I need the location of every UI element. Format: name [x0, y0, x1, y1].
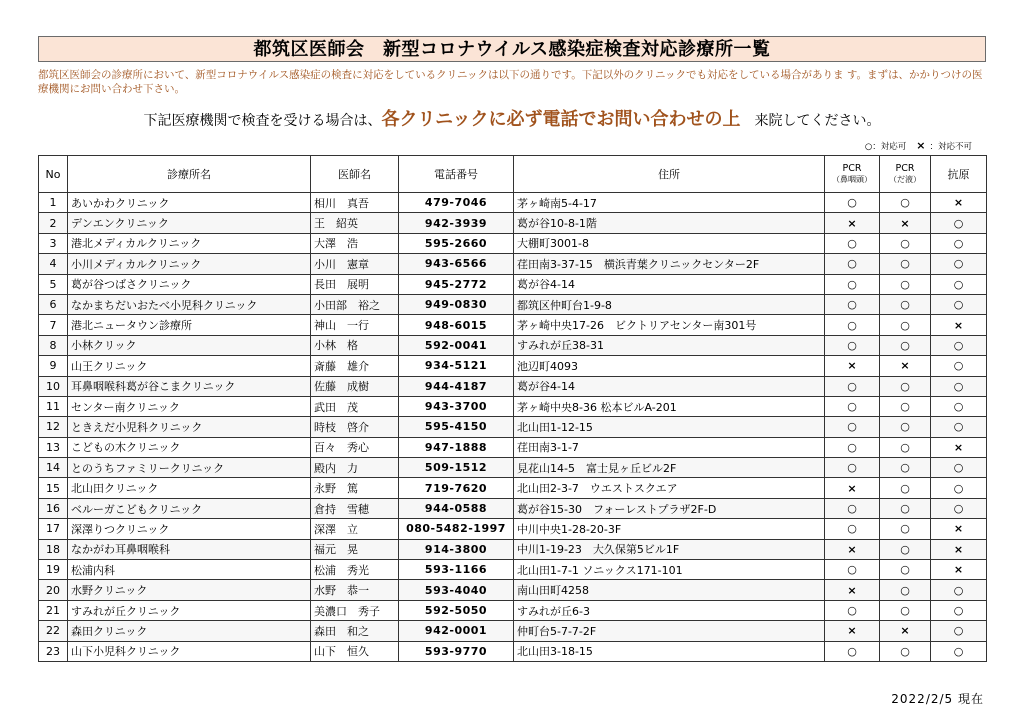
legend-ng-symbol: ×: [916, 139, 926, 152]
cell-doctor: 小川 憲章: [311, 254, 399, 274]
cell-doctor: 殿内 力: [311, 458, 399, 478]
cell-clinic: あいかわクリニック: [68, 193, 311, 213]
notice-prefix: 下記医療機関で検査を受ける場合は、: [143, 113, 382, 129]
cell-pcr-nasal: ○: [825, 294, 880, 314]
cell-antigen: ○: [931, 580, 987, 600]
cell-pcr-nasal: ○: [825, 396, 880, 416]
cell-phone: 944-4187: [399, 376, 514, 396]
cell-phone: 934-5121: [399, 356, 514, 376]
cell-clinic: 葛が谷つばさクリニック: [68, 274, 311, 294]
cell-pcr-nasal: ×: [825, 539, 880, 559]
cell-address: 葛が谷4-14: [514, 376, 825, 396]
cell-pcr-saliva: ○: [880, 254, 931, 274]
table-row: [39, 356, 987, 376]
cell-pcr-saliva: ○: [880, 376, 931, 396]
notice-suffix: 来院してください。: [754, 113, 881, 129]
cell-pcr-nasal: ○: [825, 376, 880, 396]
cell-address: 葛が谷10-8-1階: [514, 213, 825, 233]
cell-antigen: ○: [931, 458, 987, 478]
cell-doctor: 斎藤 雄介: [311, 356, 399, 376]
cell-antigen: ×: [931, 539, 987, 559]
cell-address: 都筑区仲町台1-9-8: [514, 294, 825, 314]
header-antigen: 抗原: [931, 156, 987, 193]
cell-pcr-nasal: ×: [825, 356, 880, 376]
cell-pcr-saliva: ○: [880, 274, 931, 294]
cell-doctor: 百々 秀心: [311, 437, 399, 457]
cell-no: 9: [39, 356, 68, 376]
table-row: [39, 233, 987, 253]
cell-doctor: 水野 恭一: [311, 580, 399, 600]
cell-address: 大棚町3001-8: [514, 233, 825, 253]
cell-doctor: 小田部 裕之: [311, 294, 399, 314]
cell-antigen: ○: [931, 356, 987, 376]
cell-phone: 509-1512: [399, 458, 514, 478]
table-row: [39, 294, 987, 314]
table-row: [39, 600, 987, 620]
cell-clinic: 森田クリニック: [68, 621, 311, 641]
cell-clinic: 耳鼻咽喉科葛が谷こまクリニック: [68, 376, 311, 396]
cell-address: 北山田3-18-15: [514, 641, 825, 661]
cell-pcr-nasal: ○: [825, 193, 880, 213]
cell-address: 茅ヶ崎南5-4-17: [514, 193, 825, 213]
cell-phone: 948-6015: [399, 315, 514, 335]
cell-phone: 719-7620: [399, 478, 514, 498]
cell-address: 葛が谷4-14: [514, 274, 825, 294]
cell-phone: 593-9770: [399, 641, 514, 661]
cell-pcr-nasal: ○: [825, 437, 880, 457]
legend-ok: ○：対応可: [864, 142, 907, 152]
cell-phone: 942-0001: [399, 621, 514, 641]
table-row: [39, 519, 987, 539]
cell-pcr-saliva: ○: [880, 315, 931, 335]
header-doctor: 医師名: [311, 156, 399, 193]
cell-antigen: ○: [931, 641, 987, 661]
cell-no: 12: [39, 417, 68, 437]
cell-no: 8: [39, 335, 68, 355]
cell-antigen: ○: [931, 335, 987, 355]
cell-pcr-nasal: ○: [825, 519, 880, 539]
clinic-table: [38, 155, 987, 662]
cell-address: 仲町台5-7-7-2F: [514, 621, 825, 641]
table-row: [39, 478, 987, 498]
table-row: [39, 274, 987, 294]
cell-pcr-nasal: ○: [825, 315, 880, 335]
cell-pcr-saliva: ○: [880, 335, 931, 355]
cell-address: 北山田2-3-7 ウエストスクエア: [514, 478, 825, 498]
cell-pcr-saliva: ×: [880, 213, 931, 233]
table-row: [39, 458, 987, 478]
cell-address: 茅ヶ崎中央8-36 松本ビルA-201: [514, 396, 825, 416]
symbol-legend: [865, 140, 972, 153]
cell-phone: 943-3700: [399, 396, 514, 416]
cell-no: 23: [39, 641, 68, 661]
header-address: 住所: [514, 156, 825, 193]
cell-address: 南山田町4258: [514, 580, 825, 600]
cell-no: 7: [39, 315, 68, 335]
table-row: [39, 560, 987, 580]
cell-clinic: 小川メディカルクリニック: [68, 254, 311, 274]
cell-pcr-nasal: ×: [825, 213, 880, 233]
cell-phone: 949-0830: [399, 294, 514, 314]
cell-pcr-nasal: ○: [825, 254, 880, 274]
cell-no: 11: [39, 396, 68, 416]
cell-pcr-saliva: ○: [880, 539, 931, 559]
header-pcr-nasal-label: PCR: [842, 163, 862, 174]
cell-doctor: 長田 展明: [311, 274, 399, 294]
cell-no: 19: [39, 560, 68, 580]
cell-pcr-saliva: ○: [880, 458, 931, 478]
cell-doctor: 佐藤 成樹: [311, 376, 399, 396]
header-clinic: 診療所名: [68, 156, 311, 193]
table-row: [39, 580, 987, 600]
cell-antigen: ○: [931, 621, 987, 641]
cell-phone: 593-4040: [399, 580, 514, 600]
cell-antigen: ○: [931, 233, 987, 253]
header-phone: 電話番号: [399, 156, 514, 193]
cell-clinic: ときえだ小児科クリニック: [68, 417, 311, 437]
table-row: [39, 539, 987, 559]
cell-pcr-nasal: ○: [825, 417, 880, 437]
cell-address: 葛が谷15-30 フォーレストプラザ2F-D: [514, 498, 825, 518]
cell-pcr-nasal: ×: [825, 580, 880, 600]
cell-clinic: なかまちだいおたべ小児科クリニック: [68, 294, 311, 314]
cell-no: 21: [39, 600, 68, 620]
table-row: [39, 437, 987, 457]
cell-no: 4: [39, 254, 68, 274]
cell-pcr-nasal: ○: [825, 233, 880, 253]
header-pcr-saliva-sub: （だ液）: [889, 175, 921, 184]
cell-pcr-saliva: ○: [880, 498, 931, 518]
cell-address: すみれが丘38-31: [514, 335, 825, 355]
cell-clinic: 松浦内科: [68, 560, 311, 580]
table-row: [39, 396, 987, 416]
cell-antigen: ×: [931, 560, 987, 580]
cell-pcr-saliva: ○: [880, 417, 931, 437]
notice-line: [0, 108, 1024, 133]
cell-doctor: 相川 真吾: [311, 193, 399, 213]
cell-clinic: なかがわ耳鼻咽喉科: [68, 539, 311, 559]
cell-clinic: 港北ニュータウン診療所: [68, 315, 311, 335]
table-row: [39, 376, 987, 396]
cell-antigen: ○: [931, 417, 987, 437]
table-row: [39, 641, 987, 661]
cell-no: 3: [39, 233, 68, 253]
cell-pcr-saliva: ○: [880, 580, 931, 600]
intro-text: 都筑区医師会の診療所において、新型コロナウイルス感染症の検査に対応をしているクリニックは以下の通りです。下記以外のクリニックでも対応をしている場合がありま す。まずは、かかりつけの医療機関にお問い合わせ下さい。: [38, 69, 983, 95]
cell-doctor: 倉持 雪穂: [311, 498, 399, 518]
cell-doctor: 神山 一行: [311, 315, 399, 335]
cell-address: 茅ヶ崎中央17-26 ビクトリアセンター南301号: [514, 315, 825, 335]
legend-ng: ：対応不可: [929, 142, 972, 152]
cell-address: 荏田南3-37-15 横浜青葉クリニックセンター2F: [514, 254, 825, 274]
cell-no: 15: [39, 478, 68, 498]
cell-pcr-saliva: ×: [880, 356, 931, 376]
cell-clinic: 深澤りつクリニック: [68, 519, 311, 539]
cell-pcr-nasal: ○: [825, 600, 880, 620]
cell-no: 18: [39, 539, 68, 559]
cell-no: 17: [39, 519, 68, 539]
cell-pcr-nasal: ×: [825, 621, 880, 641]
cell-pcr-saliva: ○: [880, 193, 931, 213]
cell-doctor: 永野 篤: [311, 478, 399, 498]
cell-antigen: ○: [931, 396, 987, 416]
cell-doctor: 福元 晃: [311, 539, 399, 559]
header-pcr-saliva-label: PCR: [895, 163, 915, 174]
cell-phone: 593-1166: [399, 560, 514, 580]
cell-phone: 592-5050: [399, 600, 514, 620]
cell-doctor: 美濃口 秀子: [311, 600, 399, 620]
cell-phone: 947-1888: [399, 437, 514, 457]
cell-phone: 942-3939: [399, 213, 514, 233]
cell-pcr-nasal: ○: [825, 498, 880, 518]
cell-antigen: ×: [931, 315, 987, 335]
cell-address: 池辺町4093: [514, 356, 825, 376]
cell-address: すみれが丘6-3: [514, 600, 825, 620]
cell-doctor: 深澤 立: [311, 519, 399, 539]
cell-clinic: 山下小児科クリニック: [68, 641, 311, 661]
cell-doctor: 王 紹英: [311, 213, 399, 233]
table-row: [39, 315, 987, 335]
header-pcr-saliva: [880, 156, 931, 193]
cell-pcr-saliva: ○: [880, 560, 931, 580]
cell-clinic: デンエンクリニック: [68, 213, 311, 233]
cell-no: 16: [39, 498, 68, 518]
cell-antigen: ○: [931, 376, 987, 396]
cell-no: 20: [39, 580, 68, 600]
cell-phone: 945-2772: [399, 274, 514, 294]
cell-clinic: こどもの木クリニック: [68, 437, 311, 457]
cell-phone: 595-2660: [399, 233, 514, 253]
cell-address: 北山田1-7-1 ソニックス171-101: [514, 560, 825, 580]
cell-address: 中川1-19-23 大久保第5ビル1F: [514, 539, 825, 559]
cell-doctor: 山下 恒久: [311, 641, 399, 661]
cell-clinic: 港北メディカルクリニック: [68, 233, 311, 253]
cell-phone: 944-0588: [399, 498, 514, 518]
cell-address: 見花山14-5 富士見ヶ丘ビル2F: [514, 458, 825, 478]
cell-pcr-nasal: ○: [825, 458, 880, 478]
cell-pcr-saliva: ○: [880, 437, 931, 457]
cell-phone: 479-7046: [399, 193, 514, 213]
cell-pcr-saliva: ○: [880, 396, 931, 416]
cell-phone: 595-4150: [399, 417, 514, 437]
cell-doctor: 森田 和之: [311, 621, 399, 641]
cell-doctor: 武田 茂: [311, 396, 399, 416]
cell-pcr-saliva: ○: [880, 294, 931, 314]
cell-antigen: ○: [931, 254, 987, 274]
cell-antigen: ×: [931, 437, 987, 457]
cell-antigen: ×: [931, 519, 987, 539]
cell-clinic: とのうちファミリークリニック: [68, 458, 311, 478]
cell-pcr-saliva: ○: [880, 478, 931, 498]
cell-pcr-nasal: ×: [825, 478, 880, 498]
cell-no: 1: [39, 193, 68, 213]
cell-doctor: 小林 格: [311, 335, 399, 355]
cell-pcr-nasal: ○: [825, 560, 880, 580]
header-no: No: [39, 156, 68, 193]
cell-antigen: ○: [931, 274, 987, 294]
cell-address: 北山田1-12-15: [514, 417, 825, 437]
page-title: 都筑区医師会 新型コロナウイルス感染症検査対応診療所一覧: [38, 36, 986, 62]
cell-pcr-nasal: ○: [825, 274, 880, 294]
cell-phone: 592-0041: [399, 335, 514, 355]
cell-no: 14: [39, 458, 68, 478]
table-header-row: [39, 156, 987, 193]
cell-clinic: ベルーガこどもクリニック: [68, 498, 311, 518]
cell-antigen: ○: [931, 478, 987, 498]
cell-antigen: ○: [931, 600, 987, 620]
cell-clinic: 山王クリニック: [68, 356, 311, 376]
cell-no: 5: [39, 274, 68, 294]
cell-phone: 080-5482-1997: [399, 519, 514, 539]
cell-pcr-nasal: ○: [825, 335, 880, 355]
notice-emphasis: 各クリニックに必ず電話でお問い合わせの上: [381, 109, 741, 130]
table-row: [39, 193, 987, 213]
table-row: [39, 213, 987, 233]
cell-pcr-saliva: ×: [880, 621, 931, 641]
table-row: [39, 417, 987, 437]
cell-pcr-saliva: ○: [880, 519, 931, 539]
cell-doctor: 大澤 浩: [311, 233, 399, 253]
cell-address: 荏田南3-1-7: [514, 437, 825, 457]
cell-phone: 943-6566: [399, 254, 514, 274]
cell-antigen: ○: [931, 213, 987, 233]
header-pcr-nasal-sub: （鼻咽頭）: [832, 175, 872, 184]
cell-pcr-nasal: ○: [825, 641, 880, 661]
table-row: [39, 335, 987, 355]
cell-clinic: 水野クリニック: [68, 580, 311, 600]
table-row: [39, 621, 987, 641]
cell-no: 2: [39, 213, 68, 233]
cell-pcr-saliva: ○: [880, 641, 931, 661]
cell-no: 10: [39, 376, 68, 396]
cell-doctor: 時枝 啓介: [311, 417, 399, 437]
date-stamp: 2022/2/5 現在: [891, 692, 984, 706]
header-pcr-nasal: [825, 156, 880, 193]
cell-clinic: すみれが丘クリニック: [68, 600, 311, 620]
cell-antigen: ×: [931, 193, 987, 213]
cell-clinic: 小林クリック: [68, 335, 311, 355]
cell-antigen: ○: [931, 294, 987, 314]
cell-doctor: 松浦 秀光: [311, 560, 399, 580]
cell-antigen: ○: [931, 498, 987, 518]
table-row: [39, 498, 987, 518]
cell-no: 13: [39, 437, 68, 457]
cell-no: 22: [39, 621, 68, 641]
cell-clinic: 北山田クリニック: [68, 478, 311, 498]
cell-pcr-saliva: ○: [880, 600, 931, 620]
cell-no: 6: [39, 294, 68, 314]
cell-phone: 914-3800: [399, 539, 514, 559]
cell-clinic: センター南クリニック: [68, 396, 311, 416]
table-row: [39, 254, 987, 274]
cell-pcr-saliva: ○: [880, 233, 931, 253]
cell-address: 中川中央1-28-20-3F: [514, 519, 825, 539]
